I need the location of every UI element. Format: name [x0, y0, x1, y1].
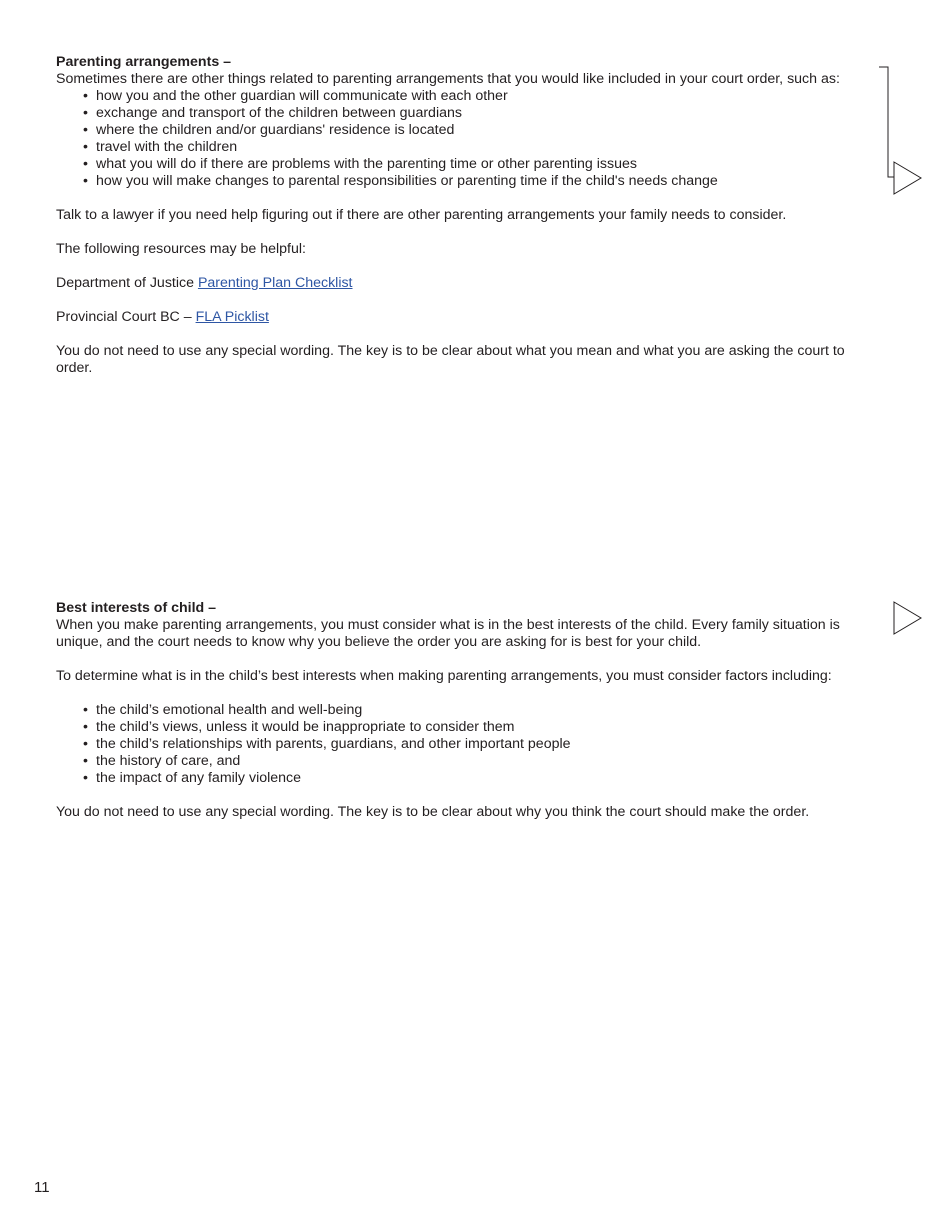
resource-court-prefix: Provincial Court BC – — [56, 309, 196, 325]
resource-provincial-court — [56, 309, 856, 326]
list-item: • the child’s views, unless it would be inappropriate to consider them — [96, 719, 856, 736]
resource-doj-prefix: Department of Justice — [56, 275, 198, 291]
best-interests-closing: You do not need to use any special wording. The key is to be clear about why you think the court should make the order. — [56, 804, 810, 820]
list-item: • where the children and/or guardians' residence is located — [96, 122, 856, 139]
triangle-right-bracket-icon — [878, 66, 924, 198]
resource-doj — [56, 275, 856, 292]
triangle-right-icon — [892, 600, 924, 636]
parenting-arrangements-section — [56, 54, 856, 377]
list-item: • how you will make changes to parental responsibilities or parenting time if the child's needs change — [96, 173, 856, 190]
parenting-bullet-list — [56, 88, 856, 190]
factors-bullet-list — [56, 702, 856, 787]
best-interests-intro: When you make parenting arrangements, you must consider what is in the best interests of the child. Every family situation is unique, and the court needs to know why you believe the order you are asking for is best for your child. — [56, 617, 840, 650]
list-item: • the child’s relationships with parents, guardians, and other important people — [96, 736, 856, 753]
best-interests-section — [56, 600, 856, 821]
list-item: • the child’s emotional health and well-being — [96, 702, 856, 719]
parenting-closing: You do not need to use any special wording. The key is to be clear about what you mean and what you are asking the court to order. — [56, 343, 845, 376]
best-interests-heading: Best interests of child – — [56, 600, 217, 616]
parenting-heading: Parenting arrangements – — [56, 54, 232, 70]
list-item: • how you and the other guardian will communicate with each other — [96, 88, 856, 105]
fla-picklist-link[interactable]: FLA Picklist — [195, 309, 269, 325]
list-item: • the impact of any family violence — [96, 770, 856, 787]
list-item: • exchange and transport of the children between guardians — [96, 105, 856, 122]
lawyer-advice: Talk to a lawyer if you need help figuring out if there are other parenting arrangements your family needs to consider. — [56, 207, 787, 223]
factors-intro: To determine what is in the child’s best interests when making parenting arrangements, you must consider factors including: — [56, 668, 832, 684]
resources-intro: The following resources may be helpful: — [56, 241, 306, 257]
list-item: • what you will do if there are problems with the parenting time or other parenting issues — [96, 156, 856, 173]
list-item: • the history of care, and — [96, 753, 856, 770]
page-number: 11 — [34, 1179, 50, 1196]
list-item: • travel with the children — [96, 139, 856, 156]
parenting-plan-checklist-link[interactable]: Parenting Plan Checklist — [197, 275, 353, 291]
parenting-intro: Sometimes there are other things related to parenting arrangements that you would like included in your court order, such as: — [56, 71, 840, 87]
